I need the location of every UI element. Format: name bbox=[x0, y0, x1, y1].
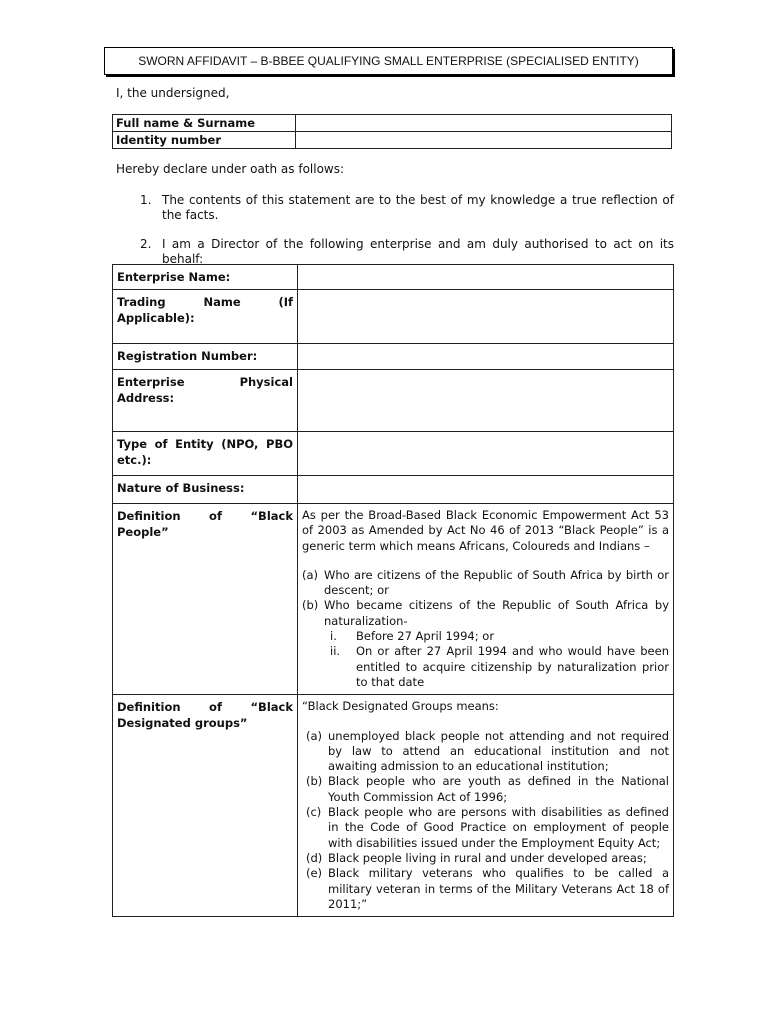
designated-group-text: Black military veterans who qualifies to be called a military veteran in terms of the Military Veterans Act 18 of 2011;” bbox=[328, 866, 669, 911]
definition-item-a: (a) Who are citizens of the Republic of South Africa by birth or descent; or bbox=[302, 567, 669, 598]
identity-number-field[interactable] bbox=[296, 132, 672, 149]
item-text: I am a Director of the following enterprise and am duly authorised to act on its behalf: bbox=[162, 237, 674, 266]
registration-number-field[interactable] bbox=[298, 344, 674, 370]
nature-of-business-label: Nature of Business: bbox=[113, 476, 298, 504]
designated-groups-definition bbox=[298, 695, 674, 917]
declaration-item-2 bbox=[140, 237, 674, 267]
designated-group-text: unemployed black people not attending and not required by law to attend an educational institution and not awaiting admission to an educational institution; bbox=[328, 728, 669, 774]
designated-group-key: (d) bbox=[306, 850, 323, 865]
designated-group-item bbox=[306, 851, 669, 866]
identity-number-label: Identity number bbox=[113, 132, 296, 149]
intro-text: I, the undersigned, bbox=[116, 86, 230, 100]
full-name-field[interactable] bbox=[296, 115, 672, 132]
entity-type-label: Type of Entity (NPO, PBO etc.): bbox=[113, 432, 298, 476]
designated-group-key: (c) bbox=[306, 805, 322, 820]
enterprise-name-label: Enterprise Name: bbox=[113, 265, 298, 290]
title-text: SWORN AFFIDAVIT – B-BBEE QUALIFYING SMALL ENTERPRISE (SPECIALISED ENTITY) bbox=[138, 54, 639, 68]
black-people-definition bbox=[298, 504, 674, 695]
address-field[interactable] bbox=[298, 370, 674, 432]
designated-group-key: (b) bbox=[306, 774, 323, 789]
black-people-intro: As per the Broad-Based Black Economic Empowerment Act 53 of 2003 as Amended by Act No 46 of 2013 “Black People” is a generic term which means Africans, Coloureds and Indians – bbox=[302, 508, 669, 553]
identity-table bbox=[112, 114, 672, 149]
full-name-label: Full name & Surname bbox=[113, 115, 296, 132]
designated-group-key: (a) bbox=[306, 728, 323, 743]
item-number: 1. bbox=[140, 193, 152, 207]
designated-group-key: (e) bbox=[306, 866, 323, 881]
black-people-label: Definition of “Black People” bbox=[113, 504, 298, 695]
enterprise-name-field[interactable] bbox=[298, 265, 674, 290]
definition-item-ii: ii. On or after 27 April 1994 and who would have been entitled to acquire citizenship by naturalization prior to that date bbox=[330, 644, 669, 689]
enterprise-table bbox=[112, 264, 674, 917]
designated-group-item bbox=[306, 866, 669, 912]
registration-number-label: Registration Number: bbox=[113, 344, 298, 370]
definition-item-b: (b) Who became citizens of the Republic of South Africa by naturalization- bbox=[302, 598, 669, 628]
definition-item-i: i. Before 27 April 1994; or bbox=[330, 629, 495, 644]
nature-of-business-field[interactable] bbox=[298, 476, 674, 504]
item-text: The contents of this statement are to the best of my knowledge a true reflection of the facts. bbox=[162, 193, 674, 222]
designated-group-text: Black people who are youth as defined in the National Youth Commission Act of 1996; bbox=[328, 774, 669, 804]
declaration-item-1 bbox=[140, 193, 674, 223]
designated-group-item bbox=[306, 729, 669, 775]
declaration-text: Hereby declare under oath as follows: bbox=[116, 162, 345, 176]
address-label: Enterprise Physical Address: bbox=[113, 370, 298, 432]
entity-type-field[interactable] bbox=[298, 432, 674, 476]
designated-group-text: Black people living in rural and under developed areas; bbox=[328, 850, 647, 865]
designated-group-item bbox=[306, 774, 669, 805]
designated-groups-label: Definition of “Black Designated groups” bbox=[113, 695, 298, 917]
designated-intro: “Black Designated Groups means: bbox=[302, 699, 499, 714]
designated-group-item bbox=[306, 805, 669, 851]
document-title bbox=[104, 47, 673, 75]
trading-name-label: Trading Name (If Applicable): bbox=[113, 290, 298, 344]
item-number: 2. bbox=[140, 237, 152, 251]
trading-name-field[interactable] bbox=[298, 290, 674, 344]
designated-group-text: Black people who are persons with disabilities as defined in the Code of Good Practice on employment of people with disabilities issued under the Employment Equity Act; bbox=[328, 805, 669, 850]
